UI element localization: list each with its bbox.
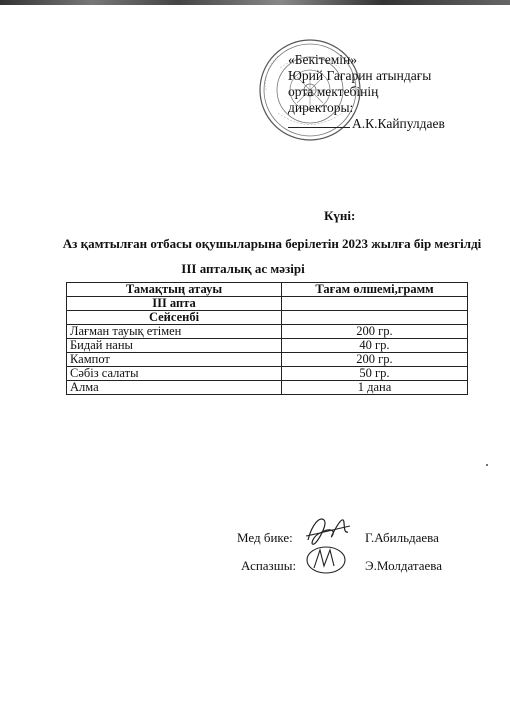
- cook-signature-icon: [302, 542, 350, 576]
- dish-amount: 200 гр.: [282, 353, 468, 367]
- nurse-name: Г.Абильдаева: [365, 530, 439, 545]
- column-header-dish: Тамақтың атауы: [67, 283, 282, 297]
- approval-block: [288, 52, 498, 132]
- day-label: Сейсенбі: [67, 311, 282, 325]
- table-row: [67, 339, 468, 353]
- cook-name: Э.Молдатаева: [365, 558, 443, 573]
- week-label: III апта: [67, 297, 282, 311]
- empty-cell: [282, 311, 468, 325]
- table-header-row: [67, 283, 468, 297]
- scan-top-edge: [0, 0, 510, 5]
- approval-signature-line: [288, 116, 498, 132]
- approval-school-type: орта мектебінің: [288, 84, 379, 99]
- menu-table: [66, 282, 468, 395]
- dish-amount: 200 гр.: [282, 325, 468, 339]
- table-row: [67, 367, 468, 381]
- dish-name: Бидай наны: [67, 339, 282, 353]
- approval-school-name: Юрий Гагарин атындағы: [288, 68, 432, 83]
- document-subtitle: III апталық ас мәзірі: [181, 261, 305, 276]
- document-title: Аз қамтылған отбасы оқушыларына берілетін 2023 жылға бір мезгілді: [62, 236, 482, 251]
- scan-speck: [486, 464, 488, 466]
- table-row: [67, 381, 468, 395]
- date-label: Күні:: [324, 208, 356, 223]
- cook-role-label: Аспазшы:: [241, 558, 297, 573]
- table-row: [67, 325, 468, 339]
- table-row-week: [67, 297, 468, 311]
- approval-signer-name: А.К.Кайпулдаев: [352, 116, 445, 131]
- signature-rule: [288, 127, 350, 128]
- empty-cell: [282, 297, 468, 311]
- dish-amount: 40 гр.: [282, 339, 468, 353]
- table-row: [67, 353, 468, 367]
- approval-heading: «Бекітемін»: [288, 52, 357, 67]
- approval-position: директоры:: [288, 100, 354, 115]
- dish-name: Сәбіз салаты: [67, 367, 282, 381]
- dish-name: Кампот: [67, 353, 282, 367]
- column-header-amount: Тағам өлшемі,грамм: [282, 283, 468, 297]
- dish-amount: 50 гр.: [282, 367, 468, 381]
- dish-amount: 1 дана: [282, 381, 468, 395]
- table-row-day: [67, 311, 468, 325]
- dish-name: Лағман тауық етімен: [67, 325, 282, 339]
- nurse-role-label: Мед бике:: [237, 530, 293, 545]
- dish-name: Алма: [67, 381, 282, 395]
